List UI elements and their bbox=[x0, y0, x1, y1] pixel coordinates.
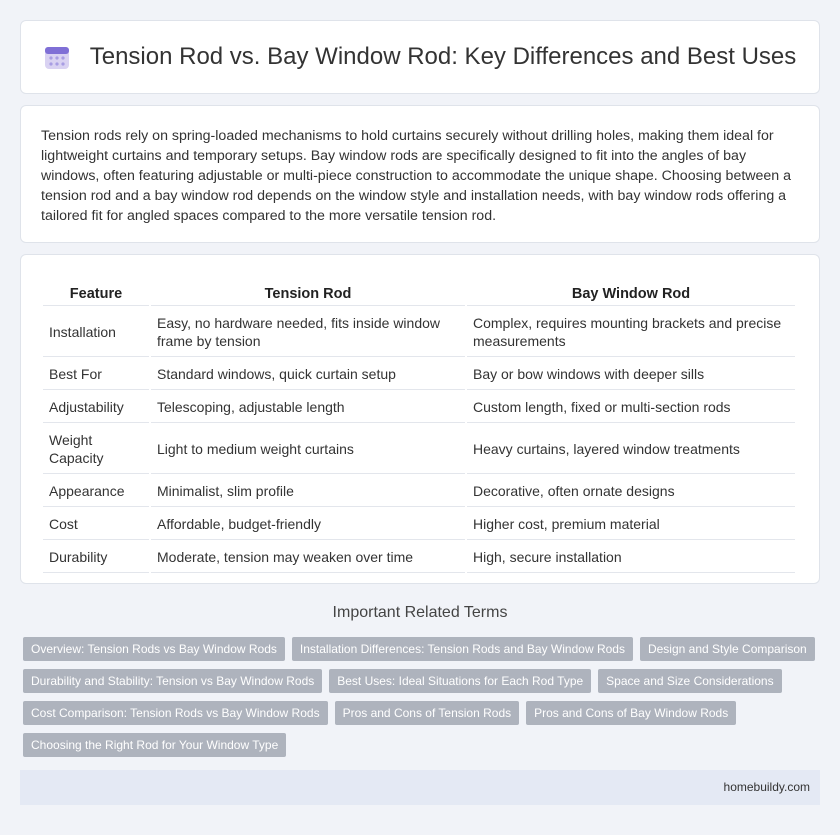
table-cell-bay-window-rod: High, secure installation bbox=[467, 542, 795, 573]
table-cell-feature: Weight Capacity bbox=[43, 425, 149, 474]
table-row bbox=[43, 392, 795, 423]
table-cell-feature: Best For bbox=[43, 359, 149, 390]
related-term-tag[interactable]: Design and Style Comparison bbox=[640, 637, 815, 661]
related-terms-title: Important Related Terms bbox=[332, 604, 508, 621]
table-cell-tension-rod: Affordable, budget-friendly bbox=[151, 509, 465, 540]
page-title: Tension Rod vs. Bay Window Rod: Key Differences and Best Uses bbox=[89, 43, 797, 70]
table-row bbox=[43, 542, 795, 573]
calendar-grid-icon bbox=[44, 44, 70, 70]
related-term-tag[interactable]: Pros and Cons of Tension Rods bbox=[335, 701, 520, 725]
comparison-card bbox=[20, 254, 820, 584]
related-term-tag[interactable]: Installation Differences: Tension Rods and Bay Window Rods bbox=[292, 637, 633, 661]
table-cell-tension-rod: Telescoping, adjustable length bbox=[151, 392, 465, 423]
related-term-tag[interactable]: Overview: Tension Rods vs Bay Window Rods bbox=[23, 637, 285, 661]
comparison-table bbox=[41, 278, 797, 575]
table-cell-bay-window-rod: Complex, requires mounting brackets and precise measurements bbox=[467, 308, 795, 357]
table-cell-tension-rod: Moderate, tension may weaken over time bbox=[151, 542, 465, 573]
footer-site-link[interactable]: homebuildy.com bbox=[723, 780, 810, 794]
related-term-tag[interactable]: Choosing the Right Rod for Your Window Type bbox=[23, 733, 286, 757]
table-cell-bay-window-rod: Heavy curtains, layered window treatments bbox=[467, 425, 795, 474]
related-term-tag[interactable]: Cost Comparison: Tension Rods vs Bay Window Rods bbox=[23, 701, 328, 725]
related-term-tag[interactable]: Durability and Stability: Tension vs Bay Window Rods bbox=[23, 669, 322, 693]
table-header-row bbox=[43, 280, 795, 306]
table-row bbox=[43, 425, 795, 474]
related-term-tag[interactable]: Pros and Cons of Bay Window Rods bbox=[526, 701, 736, 725]
column-header-tension-rod: Tension Rod bbox=[151, 280, 465, 306]
related-term-tag[interactable]: Space and Size Considerations bbox=[598, 669, 781, 693]
table-cell-feature: Cost bbox=[43, 509, 149, 540]
intro-card bbox=[20, 105, 820, 243]
table-cell-tension-rod: Light to medium weight curtains bbox=[151, 425, 465, 474]
column-header-bay-window-rod: Bay Window Rod bbox=[467, 280, 795, 306]
table-cell-feature: Installation bbox=[43, 308, 149, 357]
table-row bbox=[43, 509, 795, 540]
table-cell-tension-rod: Standard windows, quick curtain setup bbox=[151, 359, 465, 390]
header-card bbox=[20, 20, 820, 94]
column-header-feature: Feature bbox=[43, 280, 149, 306]
intro-paragraph: Tension rods rely on spring-loaded mechanisms to hold curtains securely without drilling holes, making them ideal for lightweight curtains and temporary setups. Bay window rods are specifically designed to fit into the angles of bay windows, often featuring adjustable or multi-piece construction to accommodate the unique shape. Choosing between a tension rod and a bay window rod depends on the window style and installation needs, with bay window rods offering a tailored fit for angled spaces compared to the more versatile tension rod. bbox=[41, 128, 792, 224]
table-cell-tension-rod: Minimalist, slim profile bbox=[151, 476, 465, 507]
related-term-tag[interactable]: Best Uses: Ideal Situations for Each Rod Type bbox=[329, 669, 591, 693]
table-row bbox=[43, 308, 795, 357]
footer bbox=[20, 770, 820, 805]
table-row bbox=[43, 359, 795, 390]
table-cell-bay-window-rod: Custom length, fixed or multi-section rods bbox=[467, 392, 795, 423]
table-row bbox=[43, 476, 795, 507]
related-terms-list bbox=[23, 637, 823, 757]
table-cell-feature: Appearance bbox=[43, 476, 149, 507]
table-cell-bay-window-rod: Higher cost, premium material bbox=[467, 509, 795, 540]
table-cell-bay-window-rod: Bay or bow windows with deeper sills bbox=[467, 359, 795, 390]
table-cell-bay-window-rod: Decorative, often ornate designs bbox=[467, 476, 795, 507]
table-cell-feature: Durability bbox=[43, 542, 149, 573]
table-cell-feature: Adjustability bbox=[43, 392, 149, 423]
table-cell-tension-rod: Easy, no hardware needed, fits inside window frame by tension bbox=[151, 308, 465, 357]
